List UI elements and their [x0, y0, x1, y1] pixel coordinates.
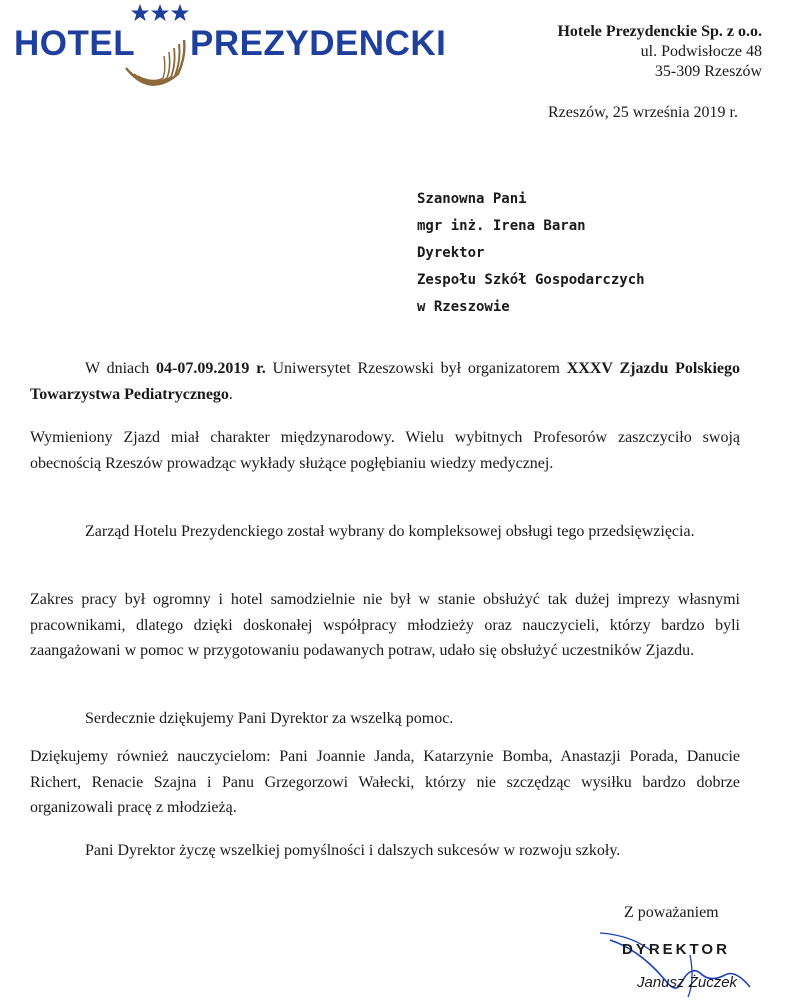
signatory-name: Janusz Żuczek	[637, 974, 738, 991]
paragraph-1-text-e: .	[228, 385, 233, 403]
logo-word-hotel: HOTEL	[14, 24, 136, 63]
recipient-position: Dyrektor	[417, 245, 485, 261]
logo-star-3	[171, 4, 189, 21]
recipient-city: w Rzeszowie	[417, 299, 510, 315]
logo-star-2	[151, 4, 169, 21]
logo-swoosh-5	[142, 56, 165, 81]
paragraph-5: Serdecznie dziękujemy Pani Dyrektor za wszelką pomoc.	[85, 710, 454, 727]
company-address	[557, 22, 762, 82]
paragraph-4: Zakres pracy był ogromny i hotel samodzielnie nie był w stanie obsłużyć tak dużej imprezy własnymi pracownikami, dlatego dzięki doskonałej współpracy młodzieży oraz nauczycieli, którzy bardzo byli zaangażowani w pomoc w przygotowaniu podawanych potraw, udało się obsłużyć uczestników Zjazdu.	[30, 591, 740, 659]
paragraph-1-text-a: W dniach	[85, 360, 156, 377]
recipient-block	[417, 186, 645, 321]
logo-word-prezydencki: PREZYDENCKI	[190, 24, 447, 63]
letter-date: Rzeszów, 25 września 2019 r.	[547, 104, 738, 121]
paragraph-3: Zarząd Hotelu Prezydenckiego został wybrany do kompleksowej obsługi tego przedsięwzięcia.	[85, 523, 695, 540]
recipient-salutation: Szanowna Pani	[417, 191, 527, 207]
company-street: ul. Podwisłocze 48	[640, 43, 762, 60]
paragraph-7: Pani Dyrektor życzę wszelkiej pomyślności i dalszych sukcesów w rozwoju szkoły.	[85, 842, 621, 859]
paragraph-1	[30, 356, 740, 407]
recipient-name: mgr inż. Irena Baran	[417, 218, 586, 234]
signatory-title: DYREKTOR	[622, 941, 730, 958]
paragraph-2: Wymieniony Zjazd miał charakter międzynarodowy. Wielu wybitnych Profesorów zaszczyciło swoją obecnością Rzeszów prowadząc wykłady służące pogłębianiu wiedzy medycznej.	[30, 429, 740, 472]
recipient-institution: Zespołu Szkół Gospodarczych	[417, 272, 645, 288]
paragraph-1-text-c: Uniwersytet Rzeszowski był organizatorem	[265, 360, 567, 377]
company-city: 35-309 Rzeszów	[654, 63, 762, 80]
event-name: XXXV Zjazdu Polskiego Towarzystwa Pediatrycznego	[30, 360, 740, 403]
logo-swoosh-2	[130, 44, 180, 84]
logo-star-1	[131, 4, 149, 21]
closing-phrase: Z poważaniem	[624, 904, 719, 921]
company-name: Hotele Prezydenckie Sp. z o.o.	[557, 23, 762, 40]
paragraph-6: Dziękujemy również nauczycielom: Pani Joannie Janda, Katarzynie Bomba, Anastazji Porada, Danucie Richert, Renacie Szajna i Panu Grzegorzowi Wałecki, którzy nie szczędząc wysiłku bardzo dobrze organizowali pracę z młodzieżą.	[30, 748, 740, 816]
event-dates: 04-07.09.2019 r.	[156, 360, 266, 377]
